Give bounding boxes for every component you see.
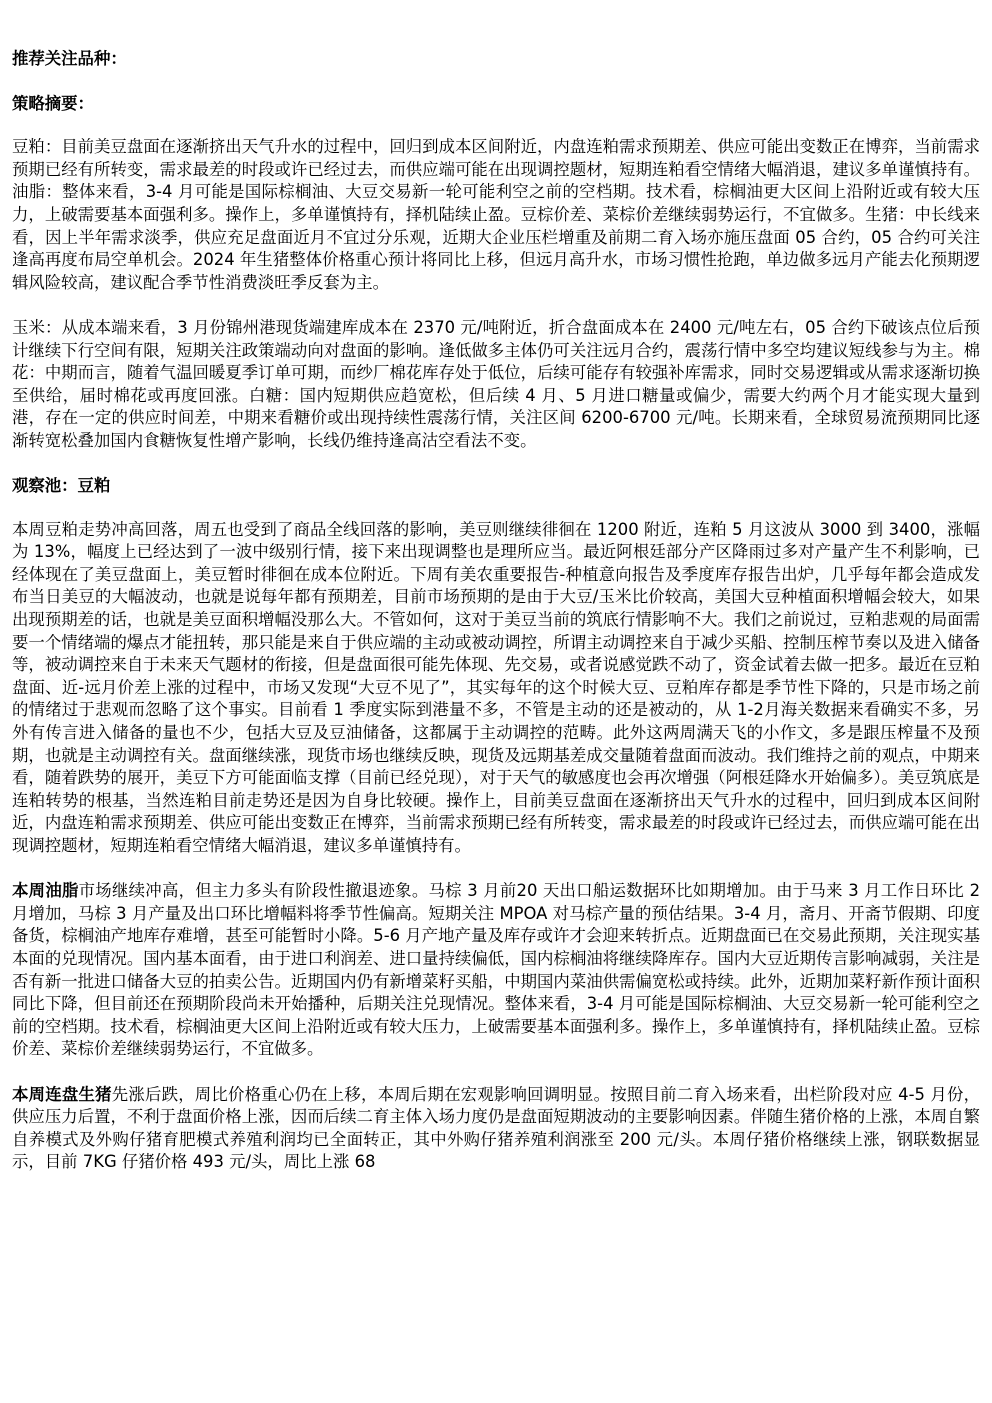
- watch-pool-title: 观察池：豆粕: [12, 476, 111, 496]
- watch-paragraph-soymeal: 本周豆粕走势冲高回落，周五也受到了商品全线回落的影响，美豆则继续徘徊在 1200 附近，连粕 5 月这波从 3000 到 3400，涨幅为 13%，幅度上已经达到了一波中级别行情，接下来出现调整也是理所应当。最近阿根廷部分产区降雨过多对产量产生不利影响，已经体现在了美豆盘面上，美豆暂时徘徊在成本位附近。下周有美农重要报告-种植意向报告及季度库存报告出炉，几乎每年都会造成发布当日美豆的大幅波动，也就是说每年都有预期差，目前市场预期的是由于大豆/玉米比价较高，美国大豆种植面积增幅会较大，如果出现预期差的话，也就是美豆面积增幅没那么大。不管如何，这对于美豆当前的筑底行情影响不大。我们之前说过，豆粕悲观的局面需要一个情绪端的爆点才能扭转，那只能是来自于供应端的主动或被动调控，所谓主动调控来自于减少买船、控制压榨节奏以及进入储备等，被动调控来自于未来天气题材的衔接，但是盘面很可能先体现、先交易，或者说感觉跌不动了，资金试着去做一把多。最近在豆粕盘面、近-远月价差上涨的过程中，市场又发现“大豆不见了”，其实每年的这个时候大豆、豆粕库存都是季节性下降的，只是市场之前的情绪过于悲观而忽略了这个事实。目前看 1 季度实际到港量不多，不管是主动的还是被动的，从 1-2月海关数据来看确实不多，另外有传言进入储备的量也不少，包括大豆及豆油储备，这都属于主动调控的范畴。此外这两周满天飞的小作文，多是跟压榨量不及预期，也就是主动调控有关。盘面继续涨，现货市场也继续反映，现货及远期基差成交量随着盘面而波动。我们维持之前的观点，中期来看，随着跌势的展开，美豆下方可能面临支撑（目前已经兑现），对于天气的敏感度也会再次增强（阿根廷降水开始偏多）。美豆筑底是连粕转势的根基，当然连粕目前走势还是因为自身比较硬。操作上，目前美豆盘面在逐渐挤出天气升水的过程中，回归到成本区间附近，内盘连粕需求预期差、供应可能出变数正在博弈，当前需求预期已经有所转变，需求最差的时段或许已经过去，而供应端可能在出现调控题材，短期连粕看空情绪大幅消退，建议多单谨慎持有。: [12, 519, 980, 855]
- recommend-title: 推荐关注品种：: [12, 49, 127, 68]
- strategy-paragraph-1: 豆粕：目前美豆盘面在逐渐挤出天气升水的过程中，回归到成本区间附近，内盘连粕需求预期差、供应可能出变数正在博弈，当前需求预期已经有所转变，需求最差的时段或许已经过去，而供应端可能在出现调控题材，短期连粕看空情绪大幅消退，建议多单谨慎持有。油脂：整体来看，3-4 月可能是国际棕榈油、大豆交易新一轮可能利空之前的空档期。技术看，棕榈油更大区间上沿附近或有较大压力，上破需要基本面强利多。操作上，多单谨慎持有，择机陆续止盈。豆棕价差、菜棕价差继续弱势运行，不宜做多。生猪：中长线来看，因上半年需求淡季，供应充足盘面近月不宜过分乐观，近期大企业压栏增重及前期二育入场亦施压盘面 05 合约，05 合约可关注逢高再度布局空单机会。2024 年生猪整体价格重心预计将同比上移，但远月高升水，市场习惯性抢跑，单边做多远月产能去化预期逻辑风险较高，建议配合季节性消费淡旺季反套为主。: [12, 137, 980, 292]
- hog-text: 先涨后跌，周比价格重心仍在上移，本周后期在宏观影响回调明显。按照目前二育入场来看，出栏阶段对应 4-5 月份，供应压力后置，不利于盘面价格上涨，因而后续二育主体入场力度仍是盘面短期波动的主要影响因素。伴随生猪价格的上涨，本周自繁自养模式及外购仔猪育肥模式养殖利润均已全面转正，其中外购仔猪养殖利润涨至 200 元/头。本周仔猪价格继续上涨，钢联数据显示，目前 7KG 仔猪价格 493 元/头，周比上涨 68: [12, 1084, 980, 1172]
- oil-lead: 本周油脂: [12, 881, 79, 901]
- hog-lead: 本周连盘生猪: [12, 1084, 112, 1104]
- oil-text: 市场继续冲高，但主力多头有阶段性撤退迹象。马棕 3 月前20 天出口船运数据环比如期增加。由于马来 3 月工作日环比 2 月增加，马棕 3 月产量及出口环比增幅料将季节性偏高。短期关注 MPOA 对马棕产量的预估结果。3-4 月，斋月、开斋节假期、印度备货，棕榈油产地库存难增，甚至可能暂时小降。5-6 月产地产量及库存或许才会迎来转折点。近期盘面已在交易此预期，关注现实基本面的兑现情况。国内基本面看，由于进口利润差、进口量持续偏低，国内棕榈油将继续降库存。国内大豆近期传言影响减弱，关注是否有新一批进口储备大豆的拍卖公告。近期国内仍有新增菜籽买船，中期国内菜油供需偏宽松或持续。此外，近期加菜籽新作预计面积同比下降，但目前还在预期阶段尚未开始播种，后期关注兑现情况。整体来看，3-4 月可能是国际棕榈油、大豆交易新一轮可能利空之前的空档期。技术看，棕榈油更大区间上沿附近或有较大压力，上破需要基本面强利多。操作上，多单谨慎持有，择机陆续止盈。豆棕价差、菜棕价差继续弱势运行，不宜做多。: [12, 881, 980, 1059]
- strategy-paragraph-2: 玉米：从成本端来看，3 月份锦州港现货端建库成本在 2370 元/吨附近，折合盘面成本在 2400 元/吨左右，05 合约下破该点位后预计继续下行空间有限，短期关注政策端动向对盘面的影响。逢低做多主体仍可关注远月合约，震荡行情中多空均建议短线参与为主。棉花：中期而言，随着气温回暖夏季订单可期，而纱厂棉花库存处于低位，后续可能存有较强补库需求，同时交易逻辑或从需求逐渐切换至供给，届时棉花或再度回涨。白糖：国内短期供应趋宽松，但后续 4 月、5 月进口糖量或偏少，需要大约两个月才能实现大量到港，存在一定的供应时间差，中期来看糖价或出现持续性震荡行情，关注区间 6200-6700 元/吨。长期来看，全球贸易流预期同比逐渐转宽松叠加国内食糖恢复性增产影响，长线仍维持逢高沽空看法不变。: [12, 317, 980, 450]
- oil-paragraph: [12, 880, 980, 1061]
- hog-paragraph: [12, 1084, 980, 1174]
- document-page: [12, 48, 980, 1197]
- strategy-title: 策略摘要：: [12, 93, 94, 113]
